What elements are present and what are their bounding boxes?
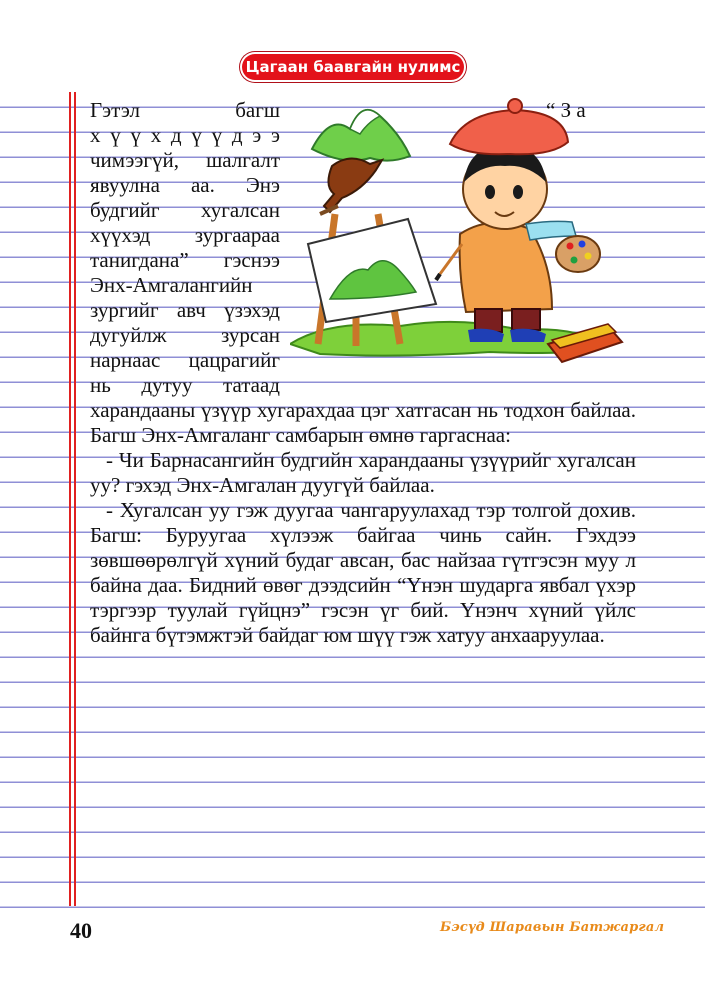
paragraph-dialogue-1: - Чи Барнасангийн будгийн харандааны үзүүрийг хугалсан уу? гэхэд Энх-Амгалан дуугүй байлаа. (90, 448, 636, 497)
page-number: 40 (70, 918, 92, 943)
first-line-right: “ З а (546, 98, 586, 122)
wrap-line: Энх-Амгалангийн (90, 273, 253, 297)
paragraph-continuation: харандааны үзүүр хугарахдаа цэг хатгасан нь тодхон байлаа. Багш Энх-Амгаланг самбарын өмнө гаргаснаа: (90, 398, 636, 447)
first-line-left: Гэтэл багш (90, 98, 280, 122)
story-text (90, 98, 636, 648)
first-line (90, 98, 636, 123)
margin-line-left (69, 92, 71, 906)
wrap-line: х ү ү х д ү ү д э э (90, 123, 280, 147)
wrap-line: нарнаас цацрагийг (90, 348, 280, 372)
wrap-line: чимээгүй, шалгалт (90, 148, 280, 172)
margin-line-right (74, 92, 76, 906)
story-title-badge: Цагаан баавгайн нулимс (242, 54, 464, 80)
wrap-line: зургийг авч үзэхэд (90, 298, 280, 322)
wrap-line: хүүхэд зургаараа (90, 223, 280, 247)
paragraph-dialogue-2: - Хугалсан уу гэж дуугаа чангаруулахад тэр толгой дохив. Багш: Буруугаа хүлээж байгаа чинь сайн. Гэхдээ зөвшөөрөлгүй хүний будаг авсан, бас найзаа гүтгэсэн муу л байна даа. Бидний өвөг дээдсийн “Үнэн шударга явбал үхэр тэргээр туулай гүйцнэ” гэсэн үг бий. Үнэнч хүний үйлс байнга бүтэмжтэй байдаг юм шүү гэж хатуу анхааруулаа. (90, 498, 636, 647)
wrap-line: танигдана” гэснээ (90, 248, 280, 272)
wrap-line: будгийг хугалсан (90, 198, 280, 222)
wrap-line: нь дутуу татаад (90, 373, 280, 397)
wrap-line: дугуйлж зурсан (90, 323, 280, 347)
wrap-line: явуулна аа. Энэ (90, 173, 280, 197)
author-name: Бэсүд Шаравын Батжаргал (440, 920, 665, 935)
